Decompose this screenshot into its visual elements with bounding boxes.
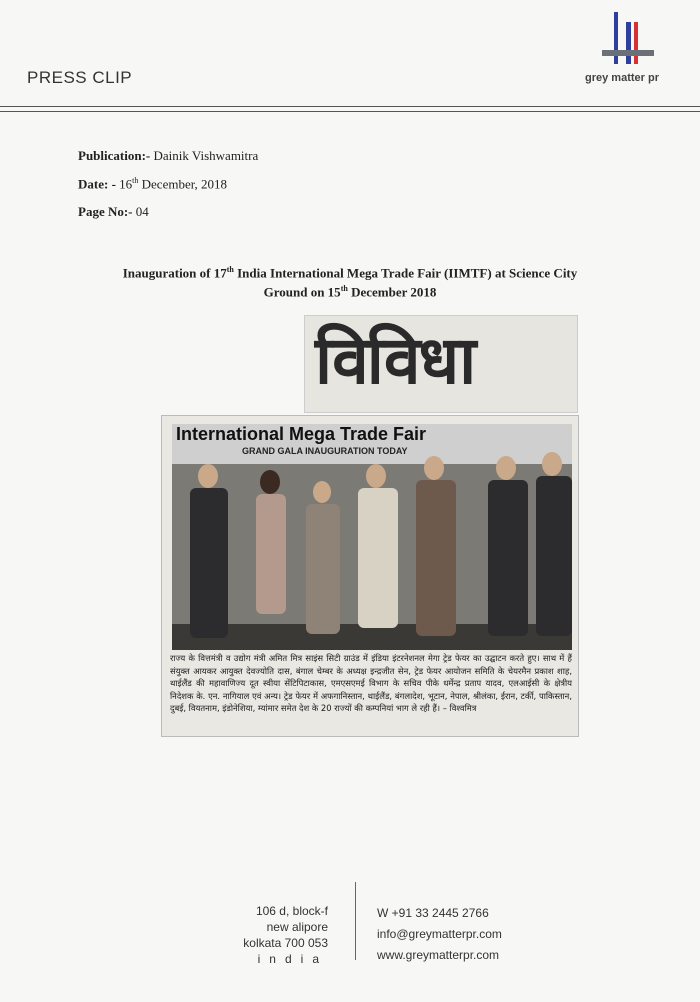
photo-subheading: GRAND GALA INAUGURATION TODAY — [242, 446, 408, 456]
photo-caption: राज्य के वित्तमंत्री व उद्योग मंत्री अमित मित्र साइंस सिटी ग्राउंड में इंडिया इंटरनेशनल मेगा ट्रेड फेयर का उद्घाटन करते हुए। साथ में हैं संयुक्त आयकर आयुक्त देवज्योति दास, बंगाल चेम्बर के अध्यक्ष इन्द्रजीत सेन, ट्रेड फेयर आयोजन समिति के चेयरमैन प्रकाश शाह, थाईलैंड की महावाणिज्य दूत स्वीया सेंटिपिटाकास, एमएसएमई विभाग के सचिव पीके धर्मेन्द्र प्रताप यादव, एलआईसी के क्षेत्रीय निदेशक के. एन. नागियाल एवं अन्य। ट्रेड फेयर में अफगानिस्तान, थाईलैंड, बंगलादेश, भूटान, नेपाल, श्रीलंका, ईरान, टर्की, पाकिस्तान, दुबई, वियतनाम, इंडोनेशिया, म्यांमार समेत देश के 20 राज्यों की कम्पनियां भाग ले रही हैं। – विश्वमित्र — [170, 653, 572, 714]
headline-sup-1: th — [226, 265, 234, 274]
headline-text-1: Inauguration of 17 — [122, 265, 227, 281]
address-line-2: new alipore — [266, 920, 328, 934]
date-label: Date: - — [78, 176, 116, 192]
contact-phone: W +91 33 2445 2766 — [377, 906, 489, 920]
address-line-4: india — [257, 952, 328, 966]
footer-address — [242, 903, 328, 967]
footer-divider — [355, 882, 356, 960]
date-rest: December, 2018 — [141, 176, 228, 192]
footer-contact — [377, 903, 502, 966]
address-line-3: kolkata 700 053 — [243, 936, 328, 950]
headline-text-4: December 2018 — [351, 284, 437, 300]
headline-text-2: India International Mega Trade Fair (IIMTF) at Science City — [237, 265, 578, 281]
photo-people-illustration — [172, 424, 572, 650]
header-divider — [0, 106, 700, 107]
newspaper-clipping — [162, 416, 578, 736]
contact-email[interactable]: info@greymatterpr.com — [377, 927, 502, 941]
banner-title: विविधा — [315, 322, 475, 399]
headline-sup-2: th — [340, 284, 348, 294]
publication-line — [78, 148, 258, 164]
header-divider-secondary — [0, 111, 700, 112]
publication-label: Publication:- — [78, 148, 151, 163]
headline-text-3: Ground on 15 — [263, 284, 341, 300]
brand-name: grey matter pr — [585, 72, 659, 84]
contact-website[interactable]: www.greymatterpr.com — [377, 948, 500, 962]
page-value: 04 — [135, 204, 149, 219]
date-suffix: th — [132, 176, 139, 185]
page-line — [78, 204, 149, 220]
address-line-1: 106 d, block-f — [255, 904, 328, 918]
page-title: PRESS CLIP — [27, 68, 133, 87]
date-line — [78, 176, 227, 192]
article-headline — [80, 262, 620, 301]
page-label: Page No:- — [78, 204, 133, 219]
event-photo — [172, 424, 572, 650]
clipping-banner — [305, 316, 577, 412]
photo-heading: International Mega Trade Fair — [176, 424, 427, 444]
publication-value: Dainik Vishwamitra — [153, 148, 259, 163]
date-day: 16 — [119, 176, 133, 192]
